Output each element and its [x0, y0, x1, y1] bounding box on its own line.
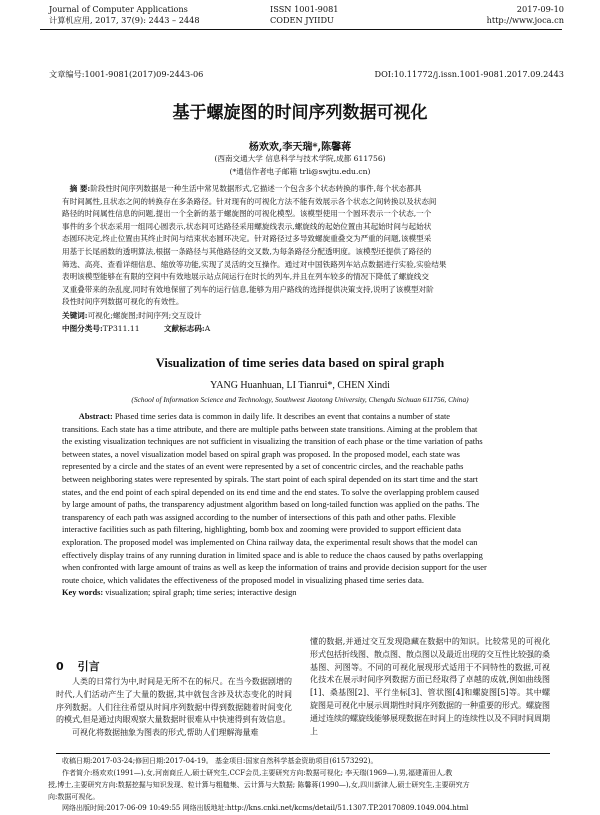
abstract-cn-line: 段性时间序列数据可视化的有效性。 — [62, 297, 184, 307]
keywords-en-text: visualization; spiral graph; time series; interactive design — [105, 588, 297, 598]
keywords-en — [62, 587, 542, 600]
abstract-en-line: transparency of each path was assigned according to the number of intersections of this path and other paths. Flexible — [62, 512, 456, 522]
abstract-cn-line: 路径的时间属性信息的问题,提出一个全新的基于螺旋图的可视化模型。该模型使用一个圆环表示一个状态,一个 — [62, 209, 432, 219]
corresponding-email-cn: (*通信作者电子邮箱 trli@swjtu.edu.cn) — [229, 167, 371, 176]
header-rule — [40, 29, 562, 30]
abstract-en-line: exploration. The proposed model was implemented on China railway data, the experimental result shows that the model can — [62, 537, 478, 547]
abstract-en-label: Abstract: — [78, 412, 113, 421]
section-heading-intro — [56, 658, 100, 674]
section-title: 引言 — [77, 660, 100, 673]
journal-citation-cn: 计算机应用, 2017, 37(9): 2443 – 2448 — [49, 15, 200, 25]
intro-paragraph: 人类的日常行为中,时间是无所不在的标尺。在当今数据剧增的时代,人们活动产生了大量的数据,其中就包含涉及状态变化的时间序列数据。人们往往希望从时间序列数据中得到数据随着时间变化的模式,但是通过肉眼观察大量数据时很难从中快速得到有效信息。 — [56, 677, 292, 725]
abstract-cn-line: 态圆环决定,终止位置由其终止时间与结束状态圆环决定。针对路径过多导致螺旋重叠交为严重的问题,该模型采 — [62, 234, 432, 244]
abstract-cn-line: 叉重叠带来的杂乱度,同时有效地保留了列车的运行信息,能够为用户路线的选择提供决策支持,说明了该模型对阶 — [62, 284, 434, 294]
abstract-cn-line: 事件的多个状态采用一组同心圆表示,状态间可达路径采用螺旋线表示,螺旋线的起始位置由其起始时间与起始状 — [62, 221, 432, 231]
author-bio-2: 授,博士,主要研究方向:数据挖掘与知识发现、粒计算与粗糙集、云计算与大数据; 陈馨蒋(1990—),女,四川新津人,硕士研究生,主要研究方 — [48, 781, 470, 789]
abstract-cn-label: 摘 要: — [69, 184, 91, 193]
abstract-cn-text-0: 阶段性时间序列数据是一种生活中常见数据形式,它描述一个包含多个状态转换的事件,每个状态都具 — [90, 184, 422, 193]
intro-left-column — [56, 676, 292, 740]
abstract-en-line: the existing visualization techniques are not sufficient in visualizing the transition of each phase or the time variation of paths — [62, 437, 483, 447]
journal-name-en: Journal of Computer Applications — [49, 4, 188, 14]
abstract-en-line: between states, a novel visualization model based on spiral graph was proposed. In the proposed model, each state was — [62, 449, 460, 459]
abstract-en-line: represented by a circle and the states of an event were represented by a set of concentric circles, and the reachable paths — [62, 462, 464, 472]
abstract-cn-line: 用基于长尾函数的透明算法,根据一条路径与其他路径的交叉数,为每条路径分配透明度。该模型还提供了路径的 — [62, 246, 432, 256]
clc-label: 中图分类号: — [62, 323, 103, 333]
affiliation-cn: (西南交通大学 信息科学与技术学院,成都 611756) — [214, 154, 386, 163]
abstract-en-line: effectively display trains of any running duration in limited space and is able to reduce the chaos caused by paths overlapping — [62, 550, 483, 560]
abstract-en-line: when confronted with large amount of trains as well as keep the information of trains and provide decision support for the user — [62, 563, 487, 573]
author-bio-1: 作者简介:杨欢欢(1991—),女,河南商丘人,硕士研究生,CCF会员,主要研究方向:数据可视化; 李天瑞(1969—),男,福建莆田人,教 — [62, 769, 453, 777]
authors-cn: 杨欢欢,李天瑞*,陈馨蒋 — [248, 142, 352, 153]
abstract-en-line: by large amount of paths, the transparency adjustment algorithm based on long-tailed function was applied on the paths. The — [62, 500, 480, 510]
classification-cn — [62, 323, 542, 336]
author-bio-3: 向:数据可视化。 — [48, 793, 100, 801]
abstract-cn-line: 筛选、高亮、查看详细信息、缩放等功能,实现了灵活的交互操作。通过对中国铁路列车站点数据进行实验,实验结果 — [62, 259, 447, 269]
abstract-en — [62, 411, 542, 600]
doi[interactable]: DOI:10.11772/j.issn.1001-9081.2017.09.2443 — [374, 69, 564, 79]
online-publication: 网络出版时间:2017-06-09 10:49:55 网络出版地址:http://kns.cnki.net/kcms/detail/51.1307.TP.20170809.1049.004.html — [62, 804, 469, 812]
keywords-cn-text: 可视化;螺旋图;时间序列;交互设计 — [87, 310, 202, 320]
doc-code-value: A — [204, 323, 211, 333]
section-number: 0 — [56, 660, 64, 673]
abstract-cn-line — [62, 183, 542, 196]
abstract-cn-line: 有时间属性,且状态之间的转换存在多条路径。针对现有的可视化方法不能有效展示各个状态之间转换以及状态间 — [62, 196, 437, 206]
issue-date: 2017-09-10 — [516, 4, 564, 14]
keywords-en-label: Key words: — [62, 588, 104, 598]
footnote-rule — [56, 753, 550, 754]
journal-url[interactable]: http://www.joca.cn — [486, 15, 564, 25]
coden: CODEN JYIIDU — [270, 15, 334, 25]
abstract-cn — [62, 183, 542, 335]
abstract-en-text-0: Phased time series data is common in daily life. It describes an event that contains a number of state — [114, 412, 450, 421]
keywords-cn — [62, 310, 542, 323]
intro-paragraph: 懂的数据,并通过交互发现隐藏在数据中的知识。比较常见的可视化形式包括折线图、散点图、散点图以及最近出现的交互性比较强的桑基图、河图等。不同的可视化展现形式适用于不同特性的数据,可视化技术在展示时间序列数据方面已经取得了卓越的成就,例如曲线图[1]、桑基图[2]、平行坐标[3]、管状图[4]和螺旋图[5]等。其中螺旋图是可视化中展示周期性时间序列数据的一种重要的形式。螺旋图通过连续的螺旋线能够展现数据在时间上的连续性以及不同时间周期上 — [310, 637, 550, 736]
intro-right-column — [310, 636, 550, 738]
abstract-en-line: route choice, which validates the effectiveness of the proposed model in visualizing phased time series data. — [62, 575, 424, 585]
doc-code-label: 文献标志码: — [163, 323, 205, 333]
keywords-cn-label: 关键词: — [62, 310, 88, 320]
affiliation-en: (School of Information Science and Technology, Southwest Jiaotong University, Chengdu Sichuan 611756, China) — [131, 395, 469, 404]
abstract-en-line — [62, 411, 542, 424]
abstract-en-line: between neighboring states were represented by spirals. The start point of each spiral depended on its start time and the start — [62, 474, 478, 484]
paper-title-cn: 基于螺旋图的时间序列数据可视化 — [172, 103, 428, 123]
abstract-en-line: interactive facilities such as path filtering, highlighting, bomb box and zooming were provided to support efficient data — [62, 525, 461, 535]
abstract-en-line: transitions. Each state has a time attribute, and there are multiple paths between state transitions. Aiming at the problem that — [62, 424, 478, 434]
article-number: 文章编号:1001-9081(2017)09-2443-06 — [49, 69, 204, 79]
paper-title-en: Visualization of time series data based on spiral graph — [155, 356, 445, 370]
abstract-en-line: states, and the end point of each spiral depended on its end time and the end states. To solve the overlapping problem caused — [62, 487, 479, 497]
clc-value: TP311.11 — [102, 323, 140, 333]
intro-paragraph: 可视化将数据抽象为图表的形式,帮助人们理解海量难 — [72, 728, 259, 738]
abstract-cn-line: 表明该模型能够在有限的空间中有效地展示站点间运行在时长的列车,并且在列车较多的情况下降低了螺旋线交 — [62, 272, 429, 282]
authors-en: YANG Huanhuan, LI Tianrui*, CHEN Xindi — [210, 380, 390, 391]
received-and-funding: 收稿日期:2017-03-24;修回日期:2017-04-19。 基金项目:国家自然科学基金资助项目(61573292)。 — [62, 757, 378, 765]
issn: ISSN 1001-9081 — [270, 4, 339, 14]
